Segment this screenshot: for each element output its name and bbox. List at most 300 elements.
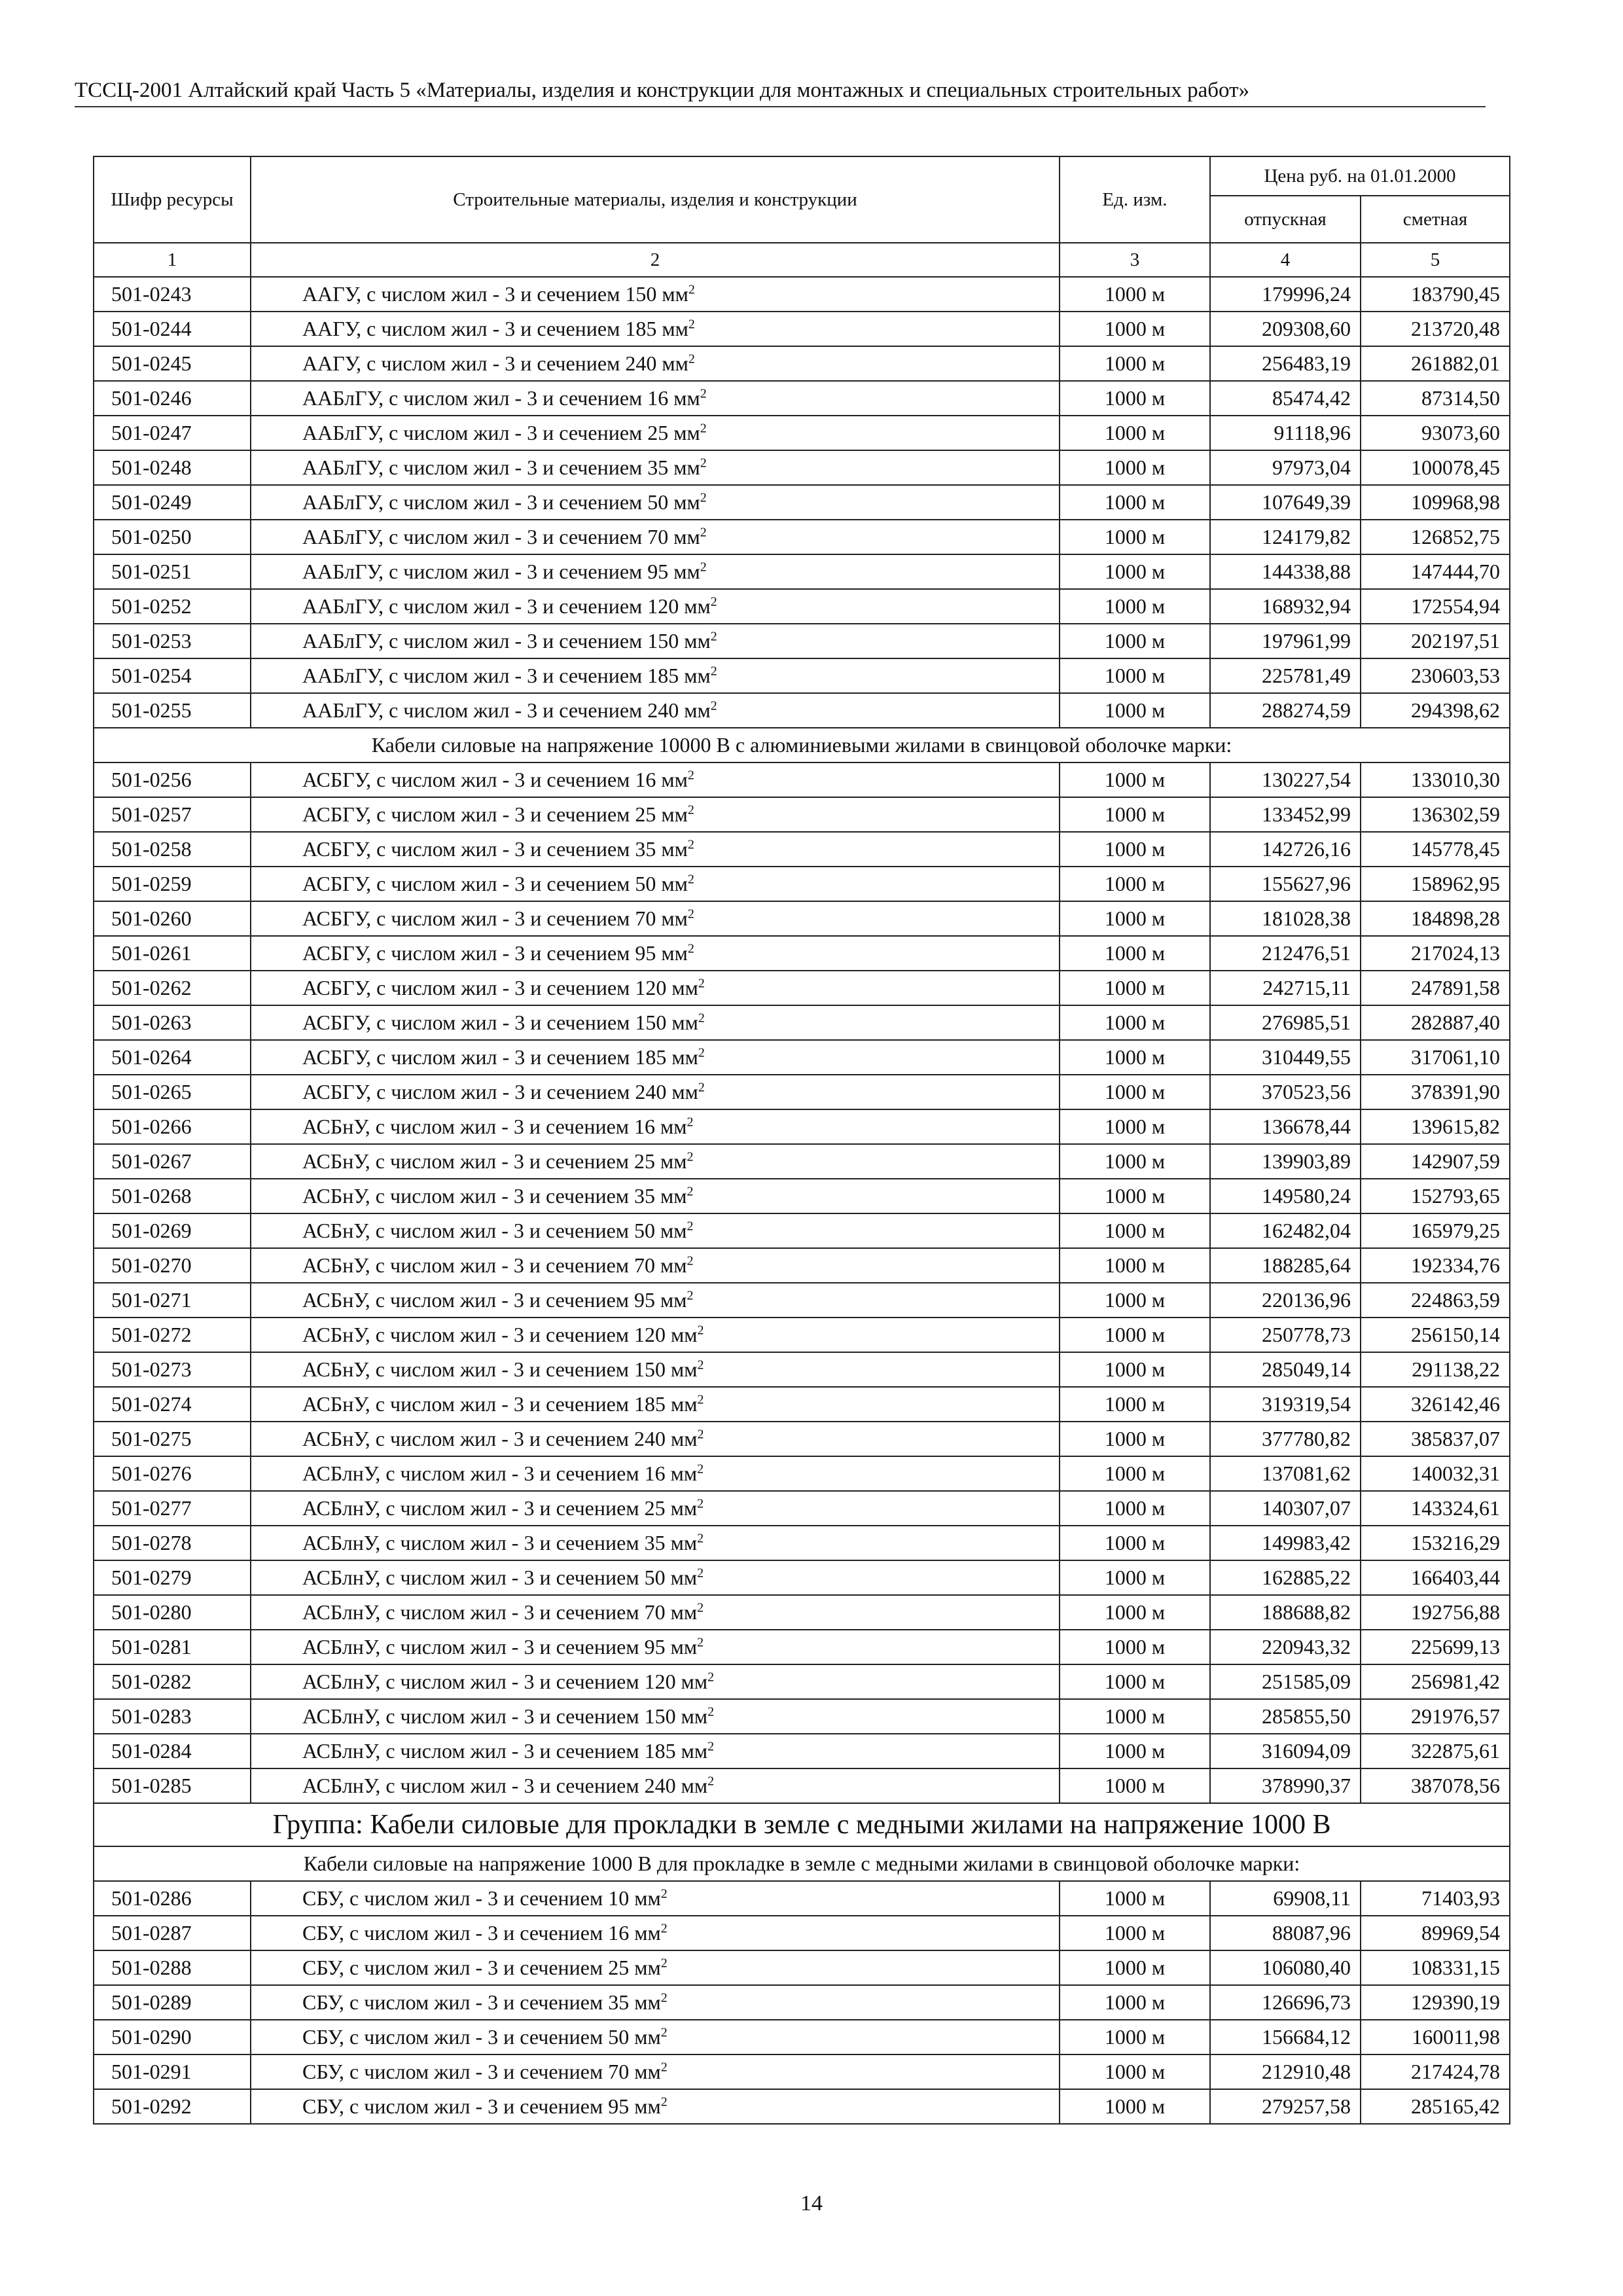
table-row: [94, 1075, 1510, 1109]
resource-code: 501-0286: [94, 1881, 251, 1916]
section-subheading: Кабели силовые на напряжение 1000 В для прокладке в земле с медными жилами в свинцовой оболочке марки:: [94, 1846, 1510, 1881]
resource-code: 501-0264: [94, 1040, 251, 1075]
unit-superscript: 2: [710, 629, 717, 644]
material-name: [251, 832, 1060, 867]
price-estimate: 285165,42: [1361, 2089, 1510, 2124]
unit: 1000 м: [1060, 2020, 1210, 2054]
table-row: [94, 1664, 1510, 1699]
material-name: [251, 624, 1060, 658]
material-name-text: АСБнУ, с числом жил - 3 и сечением 16 мм: [302, 1115, 687, 1138]
material-name-text: СБУ, с числом жил - 3 и сечением 16 мм: [302, 1921, 661, 1945]
table-body: [94, 277, 1510, 2124]
unit: 1000 м: [1060, 797, 1210, 832]
price-estimate: 100078,45: [1361, 450, 1510, 485]
unit: 1000 м: [1060, 1734, 1210, 1768]
unit: 1000 м: [1060, 936, 1210, 971]
table-row: [94, 346, 1510, 381]
unit-superscript: 2: [660, 2060, 668, 2075]
unit: 1000 м: [1060, 554, 1210, 589]
price-release: 106080,40: [1210, 1950, 1361, 1985]
resource-code: 501-0255: [94, 693, 251, 728]
resource-code: 501-0252: [94, 589, 251, 624]
material-name: [251, 1387, 1060, 1422]
material-name: [251, 1318, 1060, 1352]
price-estimate: 317061,10: [1361, 1040, 1510, 1075]
table-row: [94, 1318, 1510, 1352]
price-estimate: 261882,01: [1361, 346, 1510, 381]
price-estimate: 139615,82: [1361, 1109, 1510, 1144]
resource-code: 501-0284: [94, 1734, 251, 1768]
material-name: [251, 1144, 1060, 1179]
price-estimate: 230603,53: [1361, 658, 1510, 693]
resource-code: 501-0291: [94, 2054, 251, 2089]
unit-superscript: 2: [710, 664, 717, 679]
table-row: [94, 762, 1510, 797]
table-row: [94, 1768, 1510, 1803]
table-row: [94, 867, 1510, 901]
resource-code: 501-0281: [94, 1630, 251, 1664]
group-heading-row: [94, 1803, 1510, 1846]
unit: 1000 м: [1060, 2054, 1210, 2089]
table-row: [94, 1352, 1510, 1387]
material-name: [251, 1179, 1060, 1213]
price-release: 370523,56: [1210, 1075, 1361, 1109]
material-name-text: АСБлнУ, с числом жил - 3 и сечением 70 мм: [302, 1600, 698, 1624]
price-release: 179996,24: [1210, 277, 1361, 312]
unit-superscript: 2: [697, 1357, 704, 1372]
price-estimate: 385837,07: [1361, 1422, 1510, 1456]
resource-code: 501-0245: [94, 346, 251, 381]
price-release: 168932,94: [1210, 589, 1361, 624]
table-row: [94, 1491, 1510, 1526]
price-release: 251585,09: [1210, 1664, 1361, 1699]
column-number: 1: [94, 243, 251, 277]
unit-superscript: 2: [710, 594, 717, 609]
price-release: 149983,42: [1210, 1526, 1361, 1560]
material-name-text: АСБлнУ, с числом жил - 3 и сечением 120 мм: [302, 1670, 708, 1693]
resource-code: 501-0244: [94, 312, 251, 346]
unit: 1000 м: [1060, 1144, 1210, 1179]
resource-code: 501-0270: [94, 1248, 251, 1283]
table-row: [94, 1734, 1510, 1768]
price-estimate: 202197,51: [1361, 624, 1510, 658]
unit: 1000 м: [1060, 693, 1210, 728]
material-name: [251, 520, 1060, 554]
resource-code: 501-0289: [94, 1985, 251, 2020]
unit-superscript: 2: [707, 1739, 715, 1754]
unit-superscript: 2: [688, 351, 695, 367]
header-divider: [75, 106, 1486, 107]
material-name: [251, 1916, 1060, 1950]
table-row: [94, 693, 1510, 728]
price-release: 142726,16: [1210, 832, 1361, 867]
unit-superscript: 2: [687, 1288, 694, 1303]
material-name-text: ААГУ, с числом жил - 3 и сечением 150 мм: [302, 282, 688, 306]
table-row: [94, 797, 1510, 832]
price-release: 209308,60: [1210, 312, 1361, 346]
price-release: 285855,50: [1210, 1699, 1361, 1734]
unit: 1000 м: [1060, 1630, 1210, 1664]
price-estimate: 145778,45: [1361, 832, 1510, 867]
price-table: [93, 156, 1510, 2125]
unit: 1000 м: [1060, 1881, 1210, 1916]
table-row: [94, 971, 1510, 1005]
unit-superscript: 2: [687, 941, 694, 956]
price-release: 279257,58: [1210, 2089, 1361, 2124]
section-subheading: Кабели силовые на напряжение 10000 В с алюминиевыми жилами в свинцовой оболочке марки:: [94, 728, 1510, 762]
material-name: [251, 1213, 1060, 1248]
table-row: [94, 1456, 1510, 1491]
material-name: [251, 1109, 1060, 1144]
resource-code: 501-0283: [94, 1699, 251, 1734]
price-estimate: 225699,13: [1361, 1630, 1510, 1664]
material-name-text: ААБлГУ, с числом жил - 3 и сечением 35 мм: [302, 456, 700, 479]
material-name: [251, 1699, 1060, 1734]
material-name: [251, 1881, 1060, 1916]
header-price-release: отпускная: [1210, 196, 1361, 243]
price-estimate: 165979,25: [1361, 1213, 1510, 1248]
price-estimate: 326142,46: [1361, 1387, 1510, 1422]
unit: 1000 м: [1060, 1179, 1210, 1213]
material-name: [251, 346, 1060, 381]
price-estimate: 142907,59: [1361, 1144, 1510, 1179]
price-estimate: 256150,14: [1361, 1318, 1510, 1352]
unit-superscript: 2: [707, 1774, 715, 1789]
unit: 1000 м: [1060, 901, 1210, 936]
table-row: [94, 1422, 1510, 1456]
unit: 1000 м: [1060, 832, 1210, 867]
table-row: [94, 277, 1510, 312]
unit-superscript: 2: [700, 386, 707, 401]
price-estimate: 192756,88: [1361, 1595, 1510, 1630]
unit-superscript: 2: [687, 1184, 694, 1199]
table-row: [94, 520, 1510, 554]
price-estimate: 109968,98: [1361, 485, 1510, 520]
table-row: [94, 1699, 1510, 1734]
resource-code: 501-0265: [94, 1075, 251, 1109]
price-estimate: 387078,56: [1361, 1768, 1510, 1803]
price-estimate: 89969,54: [1361, 1916, 1510, 1950]
unit-superscript: 2: [697, 1635, 704, 1650]
unit-superscript: 2: [660, 1990, 668, 2005]
unit-superscript: 2: [700, 456, 707, 471]
material-name-text: АСБнУ, с числом жил - 3 и сечением 70 мм: [302, 1253, 687, 1277]
material-name-text: АСБГУ, с числом жил - 3 и сечением 35 мм: [302, 837, 688, 861]
material-name: [251, 1422, 1060, 1456]
price-estimate: 291138,22: [1361, 1352, 1510, 1387]
price-estimate: 87314,50: [1361, 381, 1510, 416]
material-name-text: ААГУ, с числом жил - 3 и сечением 240 мм: [302, 351, 688, 375]
unit-superscript: 2: [698, 1080, 705, 1095]
unit: 1000 м: [1060, 2089, 1210, 2124]
material-name-text: АСБГУ, с числом жил - 3 и сечением 185 мм: [302, 1045, 698, 1069]
price-estimate: 183790,45: [1361, 277, 1510, 312]
unit: 1000 м: [1060, 277, 1210, 312]
material-name: [251, 901, 1060, 936]
material-name-text: АСБнУ, с числом жил - 3 и сечением 50 мм: [302, 1219, 687, 1242]
table-row: [94, 624, 1510, 658]
price-release: 377780,82: [1210, 1422, 1361, 1456]
resource-code: 501-0292: [94, 2089, 251, 2124]
price-estimate: 126852,75: [1361, 520, 1510, 554]
unit-superscript: 2: [700, 525, 707, 540]
group-heading: Группа: Кабели силовые для прокладки в земле с медными жилами на напряжение 1000 В: [94, 1803, 1510, 1846]
header-unit-label: Ед. изм.: [1102, 188, 1168, 210]
material-name: [251, 762, 1060, 797]
price-release: 139903,89: [1210, 1144, 1361, 1179]
resource-code: 501-0251: [94, 554, 251, 589]
table-row: [94, 1881, 1510, 1916]
unit: 1000 м: [1060, 1318, 1210, 1352]
page-number: 14: [800, 2191, 823, 2215]
header-code: [94, 156, 251, 243]
unit: 1000 м: [1060, 1109, 1210, 1144]
resource-code: 501-0277: [94, 1491, 251, 1526]
price-release: 212910,48: [1210, 2054, 1361, 2089]
table-row: [94, 1179, 1510, 1213]
price-estimate: 192334,76: [1361, 1248, 1510, 1283]
material-name-text: АСБнУ, с числом жил - 3 и сечением 185 мм: [302, 1392, 698, 1416]
price-release: 188688,82: [1210, 1595, 1361, 1630]
material-name-text: СБУ, с числом жил - 3 и сечением 25 мм: [302, 1956, 661, 1979]
unit: 1000 м: [1060, 1005, 1210, 1040]
resource-code: 501-0263: [94, 1005, 251, 1040]
table-row: [94, 936, 1510, 971]
price-estimate: 256981,42: [1361, 1664, 1510, 1699]
material-name: [251, 416, 1060, 450]
material-name: [251, 1560, 1060, 1595]
resource-code: 501-0280: [94, 1595, 251, 1630]
table-row: [94, 1144, 1510, 1179]
price-release: 378990,37: [1210, 1768, 1361, 1803]
material-name-text: АСБнУ, с числом жил - 3 и сечением 35 мм: [302, 1184, 687, 1208]
resource-code: 501-0256: [94, 762, 251, 797]
price-release: 242715,11: [1210, 971, 1361, 1005]
resource-code: 501-0282: [94, 1664, 251, 1699]
header-unit: [1060, 156, 1210, 243]
material-name: [251, 589, 1060, 624]
price-release: 188285,64: [1210, 1248, 1361, 1283]
resource-code: 501-0272: [94, 1318, 251, 1352]
column-number: 2: [251, 243, 1060, 277]
table-row: [94, 485, 1510, 520]
material-name: [251, 2020, 1060, 2054]
section-subheading-row: [94, 1846, 1510, 1881]
material-name: [251, 693, 1060, 728]
unit: 1000 м: [1060, 312, 1210, 346]
price-estimate: 282887,40: [1361, 1005, 1510, 1040]
unit-superscript: 2: [660, 1921, 668, 1936]
unit: 1000 м: [1060, 658, 1210, 693]
price-estimate: 291976,57: [1361, 1699, 1510, 1734]
unit-superscript: 2: [660, 2094, 668, 2109]
price-release: 225781,49: [1210, 658, 1361, 693]
material-name-text: АСБлнУ, с числом жил - 3 и сечением 95 мм: [302, 1635, 698, 1659]
material-name-text: СБУ, с числом жил - 3 и сечением 70 мм: [302, 2060, 661, 2083]
unit-superscript: 2: [687, 1253, 694, 1268]
material-name: [251, 1950, 1060, 1985]
unit-superscript: 2: [687, 837, 694, 852]
unit-superscript: 2: [698, 1011, 705, 1026]
material-name-text: СБУ, с числом жил - 3 и сечением 10 мм: [302, 1886, 661, 1910]
material-name-text: СБУ, с числом жил - 3 и сечением 95 мм: [302, 2094, 661, 2118]
table-row: [94, 450, 1510, 485]
unit-superscript: 2: [688, 317, 695, 332]
unit-superscript: 2: [698, 1045, 705, 1060]
table-row: [94, 1526, 1510, 1560]
price-estimate: 153216,29: [1361, 1526, 1510, 1560]
material-name-text: ААБлГУ, с числом жил - 3 и сечением 240 мм: [302, 698, 711, 722]
resource-code: 501-0250: [94, 520, 251, 554]
price-release: 316094,09: [1210, 1734, 1361, 1768]
table-row: [94, 416, 1510, 450]
unit-superscript: 2: [687, 802, 694, 817]
price-release: 319319,54: [1210, 1387, 1361, 1422]
price-release: 156684,12: [1210, 2020, 1361, 2054]
material-name-text: ААБлГУ, с числом жил - 3 и сечением 185 мм: [302, 664, 711, 687]
table-row: [94, 554, 1510, 589]
price-release: 88087,96: [1210, 1916, 1361, 1950]
resource-code: 501-0290: [94, 2020, 251, 2054]
resource-code: 501-0248: [94, 450, 251, 485]
price-release: 256483,19: [1210, 346, 1361, 381]
material-name: [251, 1526, 1060, 1560]
price-estimate: 160011,98: [1361, 2020, 1510, 2054]
unit-superscript: 2: [660, 1886, 668, 1901]
material-name: [251, 450, 1060, 485]
unit: 1000 м: [1060, 381, 1210, 416]
unit: 1000 м: [1060, 1595, 1210, 1630]
material-name: [251, 485, 1060, 520]
column-number: 5: [1361, 243, 1510, 277]
unit-superscript: 2: [707, 1670, 715, 1685]
header-code-label: Шифр ресурсы: [111, 188, 234, 210]
material-name-text: АСБГУ, с числом жил - 3 и сечением 240 мм: [302, 1080, 698, 1103]
material-name-text: АСБлнУ, с числом жил - 3 и сечением 50 мм: [302, 1566, 698, 1589]
material-name: [251, 1768, 1060, 1803]
material-name: [251, 1630, 1060, 1664]
resource-code: 501-0269: [94, 1213, 251, 1248]
table-row: [94, 312, 1510, 346]
table-row: [94, 1248, 1510, 1283]
resource-code: 501-0276: [94, 1456, 251, 1491]
table-row: [94, 1560, 1510, 1595]
price-release: 137081,62: [1210, 1456, 1361, 1491]
unit: 1000 м: [1060, 1560, 1210, 1595]
resource-code: 501-0275: [94, 1422, 251, 1456]
unit: 1000 м: [1060, 520, 1210, 554]
material-name-text: ААБлГУ, с числом жил - 3 и сечением 16 мм: [302, 386, 700, 410]
unit: 1000 м: [1060, 416, 1210, 450]
unit: 1000 м: [1060, 1699, 1210, 1734]
resource-code: 501-0261: [94, 936, 251, 971]
price-estimate: 147444,70: [1361, 554, 1510, 589]
unit-superscript: 2: [687, 872, 694, 887]
unit-superscript: 2: [697, 1323, 704, 1338]
material-name: [251, 1352, 1060, 1387]
price-release: 149580,24: [1210, 1179, 1361, 1213]
resource-code: 501-0287: [94, 1916, 251, 1950]
unit-superscript: 2: [697, 1462, 704, 1477]
unit-superscript: 2: [707, 1704, 715, 1719]
material-name-text: АСБлнУ, с числом жил - 3 и сечением 185 мм: [302, 1739, 708, 1763]
material-name-text: АСБлнУ, с числом жил - 3 и сечением 16 мм: [302, 1462, 698, 1485]
price-estimate: 247891,58: [1361, 971, 1510, 1005]
material-name-text: АСБлнУ, с числом жил - 3 и сечением 25 мм: [302, 1496, 698, 1520]
table-row: [94, 1595, 1510, 1630]
unit-superscript: 2: [700, 560, 707, 575]
unit: 1000 м: [1060, 589, 1210, 624]
unit-superscript: 2: [687, 1115, 694, 1130]
table-row: [94, 658, 1510, 693]
unit: 1000 м: [1060, 1075, 1210, 1109]
unit-superscript: 2: [697, 1427, 704, 1442]
material-name-text: ААБлГУ, с числом жил - 3 и сечением 70 мм: [302, 525, 700, 548]
material-name: [251, 1005, 1060, 1040]
material-name-text: АСБГУ, с числом жил - 3 и сечением 120 мм: [302, 976, 698, 999]
material-name-text: АСБнУ, с числом жил - 3 и сечением 120 мм: [302, 1323, 698, 1346]
price-estimate: 184898,28: [1361, 901, 1510, 936]
resource-code: 501-0260: [94, 901, 251, 936]
price-release: 107649,39: [1210, 485, 1361, 520]
material-name-text: АСБГУ, с числом жил - 3 и сечением 95 мм: [302, 941, 688, 965]
column-number: 4: [1210, 243, 1361, 277]
material-name-text: СБУ, с числом жил - 3 и сечением 50 мм: [302, 2025, 661, 2049]
price-release: 288274,59: [1210, 693, 1361, 728]
price-release: 285049,14: [1210, 1352, 1361, 1387]
price-release: 126696,73: [1210, 1985, 1361, 2020]
material-name: [251, 1248, 1060, 1283]
table-row: [94, 1213, 1510, 1248]
material-name: [251, 2054, 1060, 2089]
price-estimate: 213720,48: [1361, 312, 1510, 346]
table-row: [94, 2020, 1510, 2054]
table-row: [94, 1630, 1510, 1664]
table-row: [94, 1283, 1510, 1318]
material-name-text: АСБлнУ, с числом жил - 3 и сечением 150 мм: [302, 1704, 708, 1728]
unit: 1000 м: [1060, 971, 1210, 1005]
material-name-text: ААБлГУ, с числом жил - 3 и сечением 50 мм: [302, 490, 700, 514]
unit-superscript: 2: [687, 1149, 694, 1164]
material-name: [251, 867, 1060, 901]
unit-superscript: 2: [697, 1496, 704, 1511]
material-name-text: АСБГУ, с числом жил - 3 и сечением 150 мм: [302, 1011, 698, 1034]
price-release: 212476,51: [1210, 936, 1361, 971]
price-release: 91118,96: [1210, 416, 1361, 450]
resource-code: 501-0278: [94, 1526, 251, 1560]
header-price-group: Цена руб. на 01.01.2000: [1210, 156, 1510, 196]
price-estimate: 93073,60: [1361, 416, 1510, 450]
unit: 1000 м: [1060, 867, 1210, 901]
price-release: 155627,96: [1210, 867, 1361, 901]
unit-superscript: 2: [697, 1566, 704, 1581]
price-release: 97973,04: [1210, 450, 1361, 485]
price-estimate: 129390,19: [1361, 1985, 1510, 2020]
material-name: [251, 1595, 1060, 1630]
unit: 1000 м: [1060, 1456, 1210, 1491]
unit: 1000 м: [1060, 1422, 1210, 1456]
unit-superscript: 2: [687, 768, 694, 783]
unit-superscript: 2: [698, 976, 705, 991]
table-row: [94, 1950, 1510, 1985]
unit: 1000 м: [1060, 1491, 1210, 1526]
resource-code: 501-0247: [94, 416, 251, 450]
unit: 1000 м: [1060, 485, 1210, 520]
resource-code: 501-0257: [94, 797, 251, 832]
unit: 1000 м: [1060, 1664, 1210, 1699]
unit: 1000 м: [1060, 762, 1210, 797]
resource-code: 501-0267: [94, 1144, 251, 1179]
